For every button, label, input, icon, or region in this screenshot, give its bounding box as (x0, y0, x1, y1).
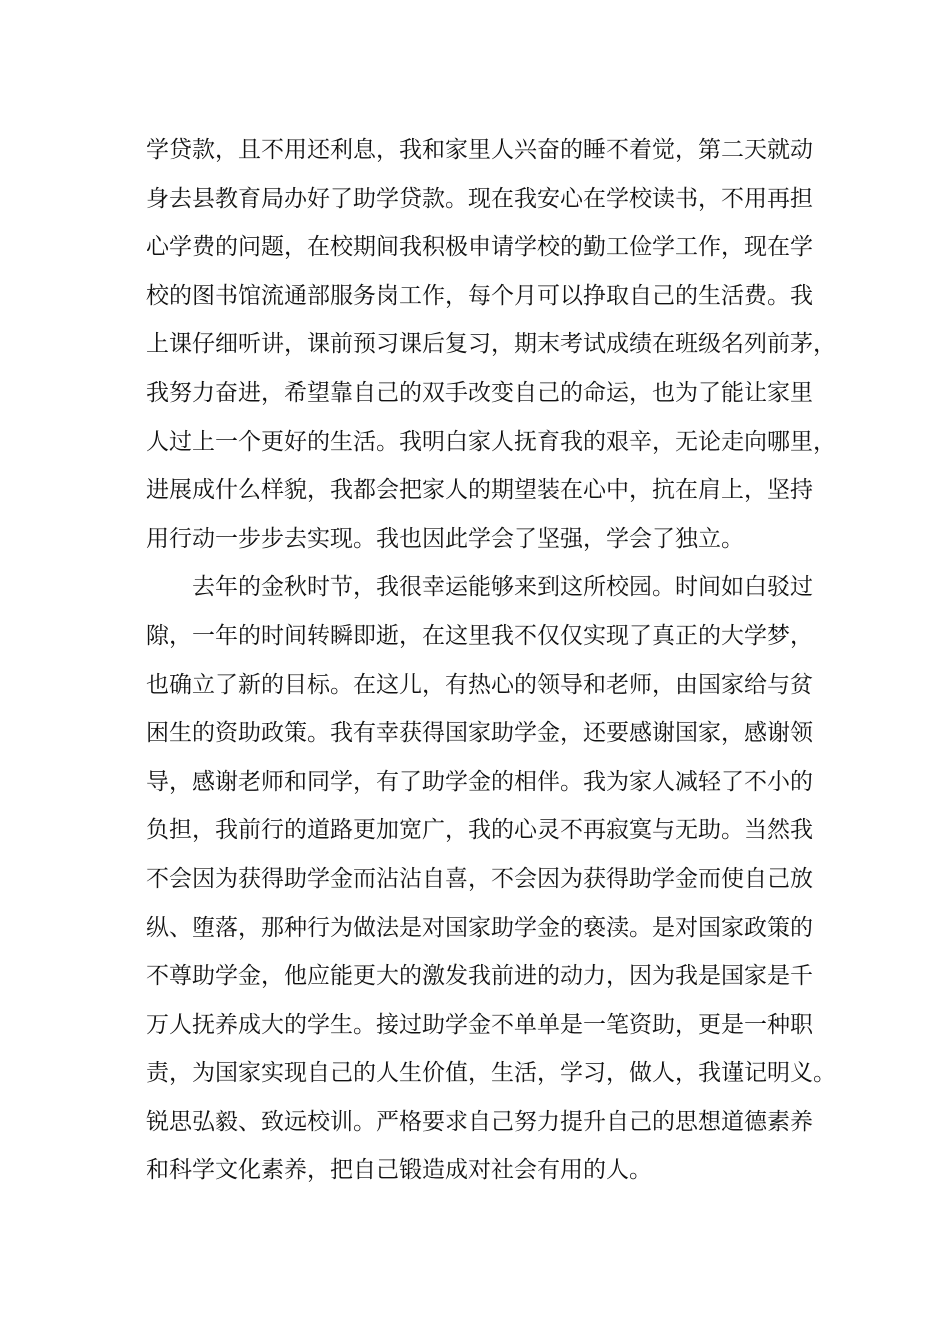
text-line: 人过上一个更好的生活。我明白家人抚育我的艰辛，无论走向哪里， (146, 428, 836, 455)
text-line: 心学费的问题，在校期间我积极申请学校的勤工俭学工作，现在学 (146, 234, 813, 261)
text-line: 不尊助学金，他应能更大的激发我前进的动力，因为我是国家是千 (146, 963, 813, 990)
text-line: 用行动一步步去实现。我也因此学会了坚强，学会了独立。 (146, 525, 744, 552)
text-line: 进展成什么样貌，我都会把家人的期望装在心中，抗在肩上，坚持 (146, 477, 813, 504)
text-line: 责，为国家实现自己的人生价值，生活，学习，做人，我谨记明义。 (146, 1060, 836, 1087)
text-line: 我努力奋进，希望靠自己的双手改变自己的命运，也为了能让家里 (146, 379, 813, 406)
text-line: 上课仔细听讲，课前预习课后复习，期末考试成绩在班级名列前茅， (146, 331, 836, 358)
text-line: 身去县教育局办好了助学贷款。现在我安心在学校读书，不用再担 (146, 185, 813, 212)
text-line: 校的图书馆流通部服务岗工作，每个月可以挣取自己的生活费。我 (146, 282, 813, 309)
text-line: 困生的资助政策。我有幸获得国家助学金，还要感谢国家，感谢领 (146, 720, 813, 747)
paragraph-2 (146, 563, 836, 1195)
text-line: 去年的金秋时节，我很幸运能够来到这所校园。时间如白驳过 (192, 574, 813, 601)
text-line: 和科学文化素养，把自己锻造成对社会有用的人。 (146, 1157, 652, 1184)
text-line: 不会因为获得助学金而沾沾自喜，不会因为获得助学金而使自己放 (146, 865, 813, 892)
body-text (146, 126, 836, 1195)
text-line: 导，感谢老师和同学，有了助学金的相伴。我为家人减轻了不小的 (146, 768, 813, 795)
text-line: 学贷款，且不用还利息，我和家里人兴奋的睡不着觉，第二天就动 (146, 137, 813, 163)
text-line: 也确立了新的目标。在这儿，有热心的领导和老师，由国家给与贫 (146, 671, 813, 698)
text-line: 负担，我前行的道路更加宽广，我的心灵不再寂寞与无助。当然我 (146, 817, 813, 844)
paragraph-1 (146, 126, 836, 563)
text-line: 隙，一年的时间转瞬即逝，在这里我不仅仅实现了真正的大学梦， (146, 622, 813, 649)
text-line: 万人抚养成大的学生。接过助学金不单单是一笔资助，更是一种职 (146, 1011, 813, 1038)
text-line: 纵、堕落，那种行为做法是对国家助学金的亵渎。是对国家政策的 (146, 914, 813, 941)
text-line: 锐思弘毅、致远校训。严格要求自己努力提升自己的思想道德素养 (146, 1108, 813, 1135)
